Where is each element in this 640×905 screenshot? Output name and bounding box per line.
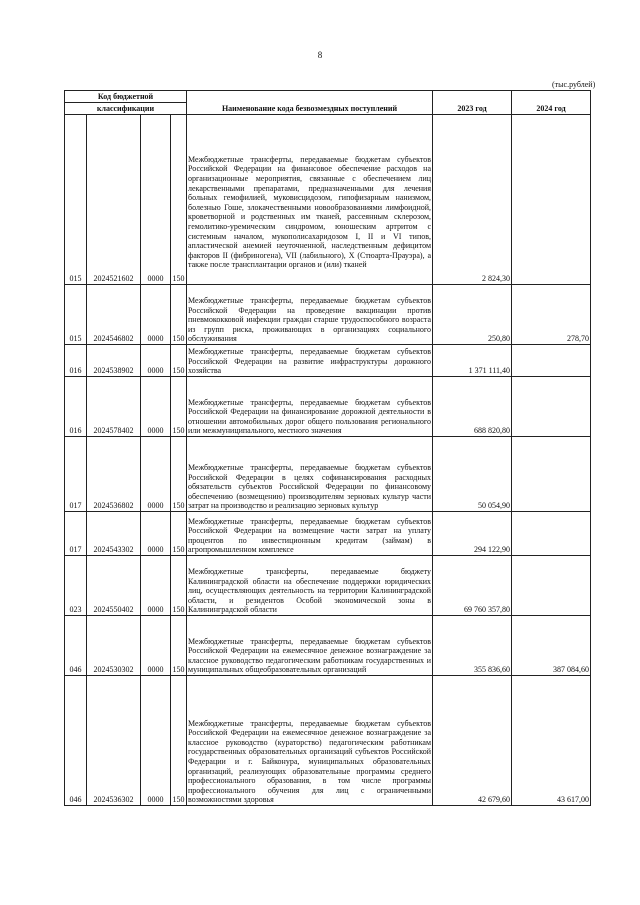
budget-code: 2024538902	[87, 345, 141, 377]
budget-code: 2024521602	[87, 115, 141, 285]
amount-2024	[512, 437, 591, 512]
program-code: 0000	[141, 616, 171, 676]
admin-code: 017	[65, 437, 87, 512]
budget-code: 2024530302	[87, 616, 141, 676]
table-row	[65, 437, 591, 512]
admin-code: 016	[65, 377, 87, 437]
table-row	[65, 115, 591, 285]
amount-2023: 688 820,80	[433, 377, 512, 437]
kind-code: 150	[171, 556, 187, 616]
amount-2023: 1 371 111,40	[433, 345, 512, 377]
header-2023: 2023 год	[433, 91, 512, 115]
program-code: 0000	[141, 285, 171, 345]
amount-2024	[512, 345, 591, 377]
admin-code: 016	[65, 345, 87, 377]
description	[187, 437, 433, 512]
admin-code: 023	[65, 556, 87, 616]
description: Межбюджетные трансферты, передаваемые бюджетам субъектов Российской Федерации на ежемесячное денежное вознаграждение за классное руководство (кураторство) педагогическим работникам государственных образовательных организаций субъектов Российской Федерации и г. Байконура, муниципальных образовательных организаций, реализующих образовательные программы среднего профессионального образования, в том числе программы профессионального обучения для лиц с ограниченными возможностями здоровья	[187, 676, 433, 806]
amount-2024	[512, 556, 591, 616]
kind-code: 150	[171, 616, 187, 676]
program-code: 0000	[141, 377, 171, 437]
amount-2023: 69 760 357,80	[433, 556, 512, 616]
units-label: (тыс.рублей)	[552, 80, 596, 89]
table-row	[65, 676, 591, 806]
description: Межбюджетные трансферты, передаваемые бюджетам субъектов Российской Федерации на возмещение части затрат на уплату процентов по инвестиционным кредитам (займам) в агропромышленном комплексе	[187, 512, 433, 556]
budget-table	[64, 90, 591, 806]
amount-2023: 294 122,90	[433, 512, 512, 556]
budget-code: 2024550402	[87, 556, 141, 616]
admin-code: 017	[65, 512, 87, 556]
program-code: 0000	[141, 345, 171, 377]
kind-code: 150	[171, 285, 187, 345]
program-code: 0000	[141, 115, 171, 285]
header-2024: 2024 год	[512, 91, 591, 115]
kind-code: 150	[171, 437, 187, 512]
amount-2023: 250,80	[433, 285, 512, 345]
program-code: 0000	[141, 437, 171, 512]
kind-code: 150	[171, 512, 187, 556]
table-row	[65, 512, 591, 556]
description: Межбюджетные трансферты, передаваемые бюджетам субъектов Российской Федерации на проведение вакцинации против пневмококковой инфекции граждан старше трудоспособного возраста из групп риска, проживающих в организациях социального обслуживания	[187, 285, 433, 345]
amount-2024	[512, 377, 591, 437]
amount-2023: 42 679,60	[433, 676, 512, 806]
kind-code: 150	[171, 676, 187, 806]
budget-code: 2024578402	[87, 377, 141, 437]
header-code-line2: классификации	[65, 103, 187, 115]
amount-2024: 278,70	[512, 285, 591, 345]
amount-2023: 355 836,60	[433, 616, 512, 676]
amount-2023: 50 054,90	[433, 437, 512, 512]
admin-code: 015	[65, 115, 87, 285]
page-number: 8	[317, 50, 323, 60]
header-code-line1: Код бюджетной	[65, 91, 187, 103]
amount-2024	[512, 115, 591, 285]
program-code: 0000	[141, 676, 171, 806]
admin-code: 046	[65, 676, 87, 806]
table-row	[65, 616, 591, 676]
amount-2024	[512, 512, 591, 556]
kind-code: 150	[171, 115, 187, 285]
amount-2024: 43 617,00	[512, 676, 591, 806]
table-row	[65, 285, 591, 345]
admin-code: 046	[65, 616, 87, 676]
admin-code: 015	[65, 285, 87, 345]
description: Межбюджетные трансферты, передаваемые бюджетам субъектов Российской Федерации на финансирование дорожной деятельности в отношении автомобильных дорог общего пользования регионального или межмуниципального, местного значения	[187, 377, 433, 437]
program-code: 0000	[141, 512, 171, 556]
kind-code: 150	[171, 345, 187, 377]
amount-2023: 2 824,30	[433, 115, 512, 285]
table-row	[65, 345, 591, 377]
description-text: Межбюджетные трансферты, передаваемые бюджетам субъектов Российской Федерации в целях софинансирования расходных обязательств субъектов Российской Федерации по финансовому обеспечению (возмещению) производителям зерновых культур части затрат на производство и реализацию зерновых культур	[188, 463, 432, 511]
table-row	[65, 377, 591, 437]
budget-code: 2024536802	[87, 437, 141, 512]
program-code: 0000	[141, 556, 171, 616]
description: Межбюджетные трансферты, передаваемые бюджетам субъектов Российской Федерации на развитие инфраструктуры дорожного хозяйства	[187, 345, 433, 377]
description: Межбюджетные трансферты, передаваемые бюджету Калининградской области на обеспечение поддержки юридических лиц, осуществляющих деятельность на территории Калининградской области, и резидентов Особой экономической зоны в Калининградской области	[187, 556, 433, 616]
budget-code: 2024546802	[87, 285, 141, 345]
table-row	[65, 556, 591, 616]
amount-2024: 387 084,60	[512, 616, 591, 676]
description-text: Межбюджетные трансферты, передаваемые бюджетам субъектов Российской Федерации на финансовое обеспечение расходов на организационные мероприятия, связанные с обеспечением лиц лекарственными препаратами, предназначенными для лечения больных гемофилией, муковисцидозом, гипофизарным нанизмом, болезнью Гоше, злокачественными новообразованиями лимфоидной, кроветворной и родственных им тканей, рассеянным склерозом, гемолитико-уремическим синдромом, юношеским артритом с системным началом, мукополисахаридозом I, II и VI типов, апластической анемией неуточненной, наследственным дефицитом факторов II (фибриногена), VII (лабильного), X (Стюарта-Прауэра), а также после трансплантации органов и (или) тканей	[188, 154, 432, 270]
header-name: Наименование кода безвозмездных поступлений	[187, 91, 433, 115]
budget-code: 2024536302	[87, 676, 141, 806]
description	[187, 115, 433, 285]
budget-code: 2024543302	[87, 512, 141, 556]
kind-code: 150	[171, 377, 187, 437]
description: Межбюджетные трансферты, передаваемые бюджетам субъектов Российской Федерации на ежемесячное денежное вознаграждение за классное руководство педагогическим работникам государственных и муниципальных общеобразовательных организаций	[187, 616, 433, 676]
